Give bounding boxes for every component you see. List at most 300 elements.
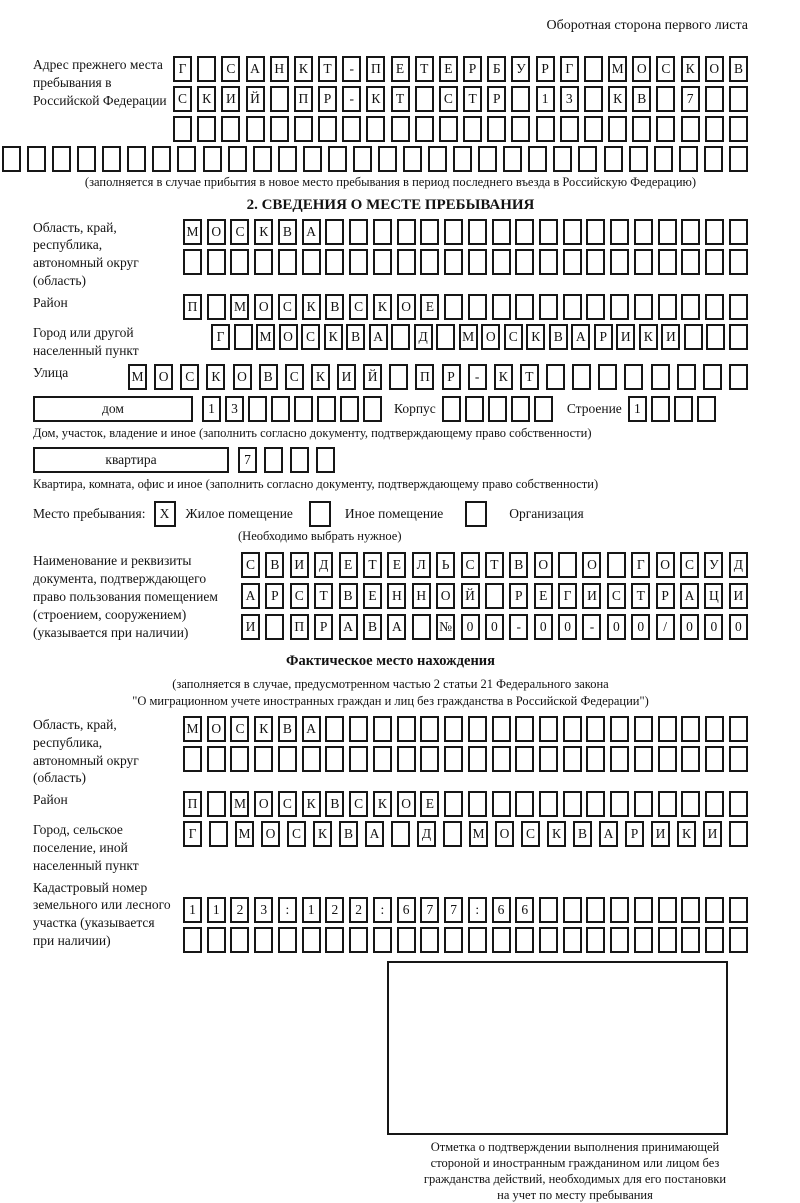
char-box (177, 146, 196, 172)
char-box (453, 146, 472, 172)
char-box: Е (339, 552, 358, 578)
char-box: Б (487, 56, 506, 82)
stamp-caption (380, 1139, 770, 1203)
char-box (254, 927, 273, 953)
char-box: В (278, 716, 297, 742)
char-box (656, 116, 675, 142)
char-box (656, 86, 675, 112)
char-box: П (415, 364, 434, 390)
char-box: О (233, 364, 252, 390)
char-box (658, 791, 677, 817)
char-box: И (651, 821, 670, 847)
char-box: 0 (680, 614, 699, 640)
char-box (325, 716, 344, 742)
char-box (511, 116, 530, 142)
char-box (373, 927, 392, 953)
char-box: 7 (444, 897, 463, 923)
fact-gorod-row (33, 821, 748, 874)
prev-address-label: Адрес прежнего места пребывания в Российской Федерации (33, 57, 167, 108)
char-box: Е (420, 791, 439, 817)
char-box: / (656, 614, 675, 640)
char-box-row (241, 614, 748, 640)
char-box: К (366, 86, 385, 112)
char-box: Г (183, 821, 202, 847)
char-box (325, 927, 344, 953)
svid-label: Наименование и реквизиты документа, подтверждающего право пользования помещением (строением, сооружением) (указывается при наличии) (33, 553, 218, 640)
char-box (610, 927, 629, 953)
char-box (397, 746, 416, 772)
char-box: К (681, 56, 700, 82)
char-box: К (324, 324, 343, 350)
char-box: В (573, 821, 592, 847)
char-box: 1 (302, 897, 321, 923)
char-box (553, 146, 572, 172)
char-box (706, 324, 725, 350)
char-box (485, 583, 504, 609)
oblast-label: Область, край, республика, автономный округ (область) (33, 219, 139, 289)
char-box (183, 927, 202, 953)
char-box (436, 324, 455, 350)
char-box: У (511, 56, 530, 82)
char-box: С (439, 86, 458, 112)
char-box (586, 219, 605, 245)
char-box: В (729, 56, 748, 82)
char-box: 0 (534, 614, 553, 640)
option-inoe-label: Иное помещение (344, 505, 444, 521)
char-box (705, 897, 724, 923)
char-box (610, 249, 629, 275)
char-box (420, 249, 439, 275)
char-box: И (661, 324, 680, 350)
char-box (539, 219, 558, 245)
char-box: С (287, 821, 306, 847)
char-box (444, 746, 463, 772)
char-box: И (241, 614, 260, 640)
char-box (265, 614, 284, 640)
char-box (515, 746, 534, 772)
char-box (634, 897, 653, 923)
char-box (586, 294, 605, 320)
char-box (465, 396, 484, 422)
char-box (681, 927, 700, 953)
char-box: Н (270, 56, 289, 82)
char-box: Р (656, 583, 675, 609)
char-box (729, 716, 748, 742)
char-box (468, 746, 487, 772)
char-box: М (230, 791, 249, 817)
char-box: К (294, 56, 313, 82)
char-box: Т (415, 56, 434, 82)
char-box: 6 (397, 897, 416, 923)
char-box (511, 396, 530, 422)
char-box (511, 86, 530, 112)
char-box (444, 219, 463, 245)
char-box: С (173, 86, 192, 112)
char-box: Й (363, 364, 382, 390)
char-box (444, 294, 463, 320)
mesto-row (33, 501, 748, 527)
char-box (468, 791, 487, 817)
char-box: Д (314, 552, 333, 578)
char-box (325, 249, 344, 275)
char-box (353, 146, 372, 172)
char-box (278, 746, 297, 772)
char-box: А (246, 56, 265, 82)
char-box (492, 249, 511, 275)
char-box (271, 396, 290, 422)
char-box (634, 791, 653, 817)
char-box (586, 897, 605, 923)
char-box (492, 927, 511, 953)
char-box: О (261, 821, 280, 847)
char-box: О (495, 821, 514, 847)
char-box (420, 927, 439, 953)
char-box (366, 116, 385, 142)
char-box: Р (318, 86, 337, 112)
char-box-row (211, 324, 748, 350)
char-box: О (397, 294, 416, 320)
char-box: А (302, 219, 321, 245)
char-box: Ц (704, 583, 723, 609)
raion-label: Район (33, 294, 68, 310)
char-box: Р (625, 821, 644, 847)
char-box: С (349, 791, 368, 817)
char-box: В (339, 821, 358, 847)
fact-oblast-label-wrap (33, 716, 183, 787)
char-box: О (254, 294, 273, 320)
char-box-row (241, 583, 748, 609)
char-box: К (311, 364, 330, 390)
char-box: М (459, 324, 478, 350)
char-box (729, 897, 748, 923)
mesto-note: (Необходимо выбрать нужное) (238, 528, 402, 543)
checkbox-inoe (309, 501, 331, 527)
char-box (539, 294, 558, 320)
char-box: Л (412, 552, 431, 578)
char-box: М (230, 294, 249, 320)
char-box: В (632, 86, 651, 112)
char-box (325, 219, 344, 245)
char-box (563, 294, 582, 320)
fact-gorod-label: Город, сельское поселение, иной населенный пункт (33, 822, 139, 873)
char-box: 7 (681, 86, 700, 112)
char-box (634, 249, 653, 275)
stamp-box (387, 961, 728, 1135)
char-box: 1 (202, 396, 221, 422)
char-box (373, 746, 392, 772)
char-box (515, 927, 534, 953)
char-box (610, 791, 629, 817)
char-box: В (325, 791, 344, 817)
char-box (102, 146, 121, 172)
char-box (363, 396, 382, 422)
char-box: : (278, 897, 297, 923)
kadastr-group (33, 879, 748, 953)
char-box: О (632, 56, 651, 82)
char-box: Й (246, 86, 265, 112)
char-box: О (534, 552, 553, 578)
char-box: 3 (560, 86, 579, 112)
char-box (391, 324, 410, 350)
oblast-label-wrap (33, 219, 183, 290)
char-box: Е (534, 583, 553, 609)
char-box: С (285, 364, 304, 390)
char-box: Г (211, 324, 230, 350)
char-box: Р (509, 583, 528, 609)
char-box-row-overflow (2, 146, 748, 172)
char-box: 1 (628, 396, 647, 422)
char-box (584, 116, 603, 142)
char-box: Е (387, 552, 406, 578)
char-box: О (582, 552, 601, 578)
char-box: Д (729, 552, 748, 578)
char-box (729, 746, 748, 772)
checkbox-org (465, 501, 487, 527)
char-box-row (183, 746, 748, 772)
char-box (658, 897, 677, 923)
option-org-label: Организация (509, 505, 584, 521)
char-box (604, 146, 623, 172)
char-box (77, 146, 96, 172)
char-box: С (349, 294, 368, 320)
char-box: Н (412, 583, 431, 609)
char-box: Г (560, 56, 579, 82)
char-box: Е (391, 56, 410, 82)
char-box (444, 791, 463, 817)
char-box (278, 249, 297, 275)
char-box: 3 (254, 897, 273, 923)
char-box (487, 116, 506, 142)
char-box: И (337, 364, 356, 390)
char-box: Р (487, 86, 506, 112)
mesto-label: Место пребывания: (33, 505, 146, 521)
char-box: - (509, 614, 528, 640)
char-box (468, 716, 487, 742)
char-box: В (549, 324, 568, 350)
char-box: 0 (558, 614, 577, 640)
char-box (254, 746, 273, 772)
char-box: Е (420, 294, 439, 320)
char-box-row (183, 249, 748, 275)
char-box (183, 249, 202, 275)
char-box: - (582, 614, 601, 640)
char-box: 0 (485, 614, 504, 640)
char-box (632, 116, 651, 142)
char-box (563, 219, 582, 245)
char-box: П (294, 86, 313, 112)
char-box-row (183, 219, 748, 245)
char-box (681, 116, 700, 142)
char-box-row (183, 821, 748, 847)
char-box (340, 396, 359, 422)
char-box (558, 552, 577, 578)
char-box (373, 716, 392, 742)
char-box: Р (536, 56, 555, 82)
char-box (278, 146, 297, 172)
prev-address-caption: (заполняется в случае прибытия в новое место пребывания в период последнего въезда в Российскую Федерацию) (84, 175, 697, 189)
char-box (468, 294, 487, 320)
char-box (397, 927, 416, 953)
char-box (207, 927, 226, 953)
svid-group (33, 552, 748, 641)
char-box: Т (318, 56, 337, 82)
char-box: И (729, 583, 748, 609)
char-box: Е (363, 583, 382, 609)
char-box: 0 (729, 614, 748, 640)
char-box: А (571, 324, 590, 350)
char-box (658, 716, 677, 742)
char-box-row (183, 897, 748, 923)
char-box: 6 (515, 897, 534, 923)
char-box (563, 927, 582, 953)
char-box (584, 56, 603, 82)
char-box (342, 116, 361, 142)
char-box (349, 716, 368, 742)
char-box (397, 249, 416, 275)
char-box: Т (363, 552, 382, 578)
char-box (397, 219, 416, 245)
char-box: С (278, 294, 297, 320)
char-box (681, 294, 700, 320)
char-box: С (301, 324, 320, 350)
char-box: Т (314, 583, 333, 609)
char-box (610, 716, 629, 742)
char-box: К (547, 821, 566, 847)
char-box: : (468, 897, 487, 923)
char-box: К (197, 86, 216, 112)
char-box (607, 552, 626, 578)
char-box: 0 (607, 614, 626, 640)
char-box (373, 249, 392, 275)
char-box: А (369, 324, 388, 350)
char-box (294, 396, 313, 422)
char-box: П (183, 294, 202, 320)
char-box (610, 897, 629, 923)
char-box (444, 927, 463, 953)
char-box (658, 927, 677, 953)
char-box: К (302, 294, 321, 320)
stamp-caption-line: Отметка о подтверждении выполнения принимающей (430, 1139, 720, 1154)
char-box-row (241, 552, 748, 578)
char-box: Д (414, 324, 433, 350)
char-box (27, 146, 46, 172)
char-box: У (704, 552, 723, 578)
char-box: К (313, 821, 332, 847)
stroenie-label: Строение (566, 400, 622, 416)
char-box (264, 447, 283, 473)
char-box: К (373, 791, 392, 817)
char-box (679, 146, 698, 172)
char-box (127, 146, 146, 172)
char-box: М (469, 821, 488, 847)
char-box: К (526, 324, 545, 350)
char-box (651, 396, 670, 422)
char-box (234, 324, 253, 350)
char-box-row (173, 56, 748, 82)
char-box: Ь (436, 552, 455, 578)
char-box (515, 294, 534, 320)
char-box: В (325, 294, 344, 320)
char-box (173, 116, 192, 142)
char-box: С (680, 552, 699, 578)
char-box (478, 146, 497, 172)
char-box (629, 146, 648, 172)
char-box (705, 116, 724, 142)
char-box (463, 116, 482, 142)
char-box (586, 791, 605, 817)
char-box: О (154, 364, 173, 390)
char-box (253, 146, 272, 172)
char-box (207, 249, 226, 275)
char-box: Р (442, 364, 461, 390)
char-box: В (346, 324, 365, 350)
char-box (539, 791, 558, 817)
char-box: К (677, 821, 696, 847)
char-box: Т (391, 86, 410, 112)
char-box (539, 249, 558, 275)
char-box (705, 927, 724, 953)
char-box (681, 716, 700, 742)
kvartira-caption: Квартира, комната, офис и иное (заполнить согласно документу, подтверждающему право собственности) (33, 477, 599, 492)
char-box: К (608, 86, 627, 112)
char-box: С (656, 56, 675, 82)
dom-row (33, 396, 748, 422)
char-box (674, 396, 693, 422)
option-zhiloe-label: Жилое помещение (185, 505, 293, 521)
char-box (572, 364, 591, 390)
kvartira-row (33, 447, 748, 473)
char-box (349, 746, 368, 772)
char-box (230, 249, 249, 275)
char-box: О (656, 552, 675, 578)
char-box: О (279, 324, 298, 350)
char-box (389, 364, 408, 390)
char-box (584, 86, 603, 112)
char-box: Т (520, 364, 539, 390)
char-box: М (235, 821, 254, 847)
char-box (560, 116, 579, 142)
char-box (349, 249, 368, 275)
char-box: О (207, 716, 226, 742)
stamp-caption-line: гражданства действий, необходимых для его постановки (423, 1171, 727, 1186)
char-box: С (461, 552, 480, 578)
char-box: 6 (492, 897, 511, 923)
char-box (52, 146, 71, 172)
char-box (651, 364, 670, 390)
char-box: Г (558, 583, 577, 609)
char-box: 0 (704, 614, 723, 640)
char-box: П (290, 614, 309, 640)
char-box: П (366, 56, 385, 82)
char-box: Т (463, 86, 482, 112)
char-box: Р (265, 583, 284, 609)
char-box (349, 927, 368, 953)
char-box (197, 56, 216, 82)
char-box-row (183, 294, 748, 320)
char-box-row (173, 86, 748, 112)
char-box: М (256, 324, 275, 350)
char-box (563, 716, 582, 742)
char-box (539, 716, 558, 742)
char-box (729, 219, 748, 245)
char-box (492, 219, 511, 245)
char-box (420, 219, 439, 245)
char-box (681, 897, 700, 923)
char-box: С (521, 821, 540, 847)
char-box: О (254, 791, 273, 817)
char-box (290, 447, 309, 473)
char-box: Т (485, 552, 504, 578)
